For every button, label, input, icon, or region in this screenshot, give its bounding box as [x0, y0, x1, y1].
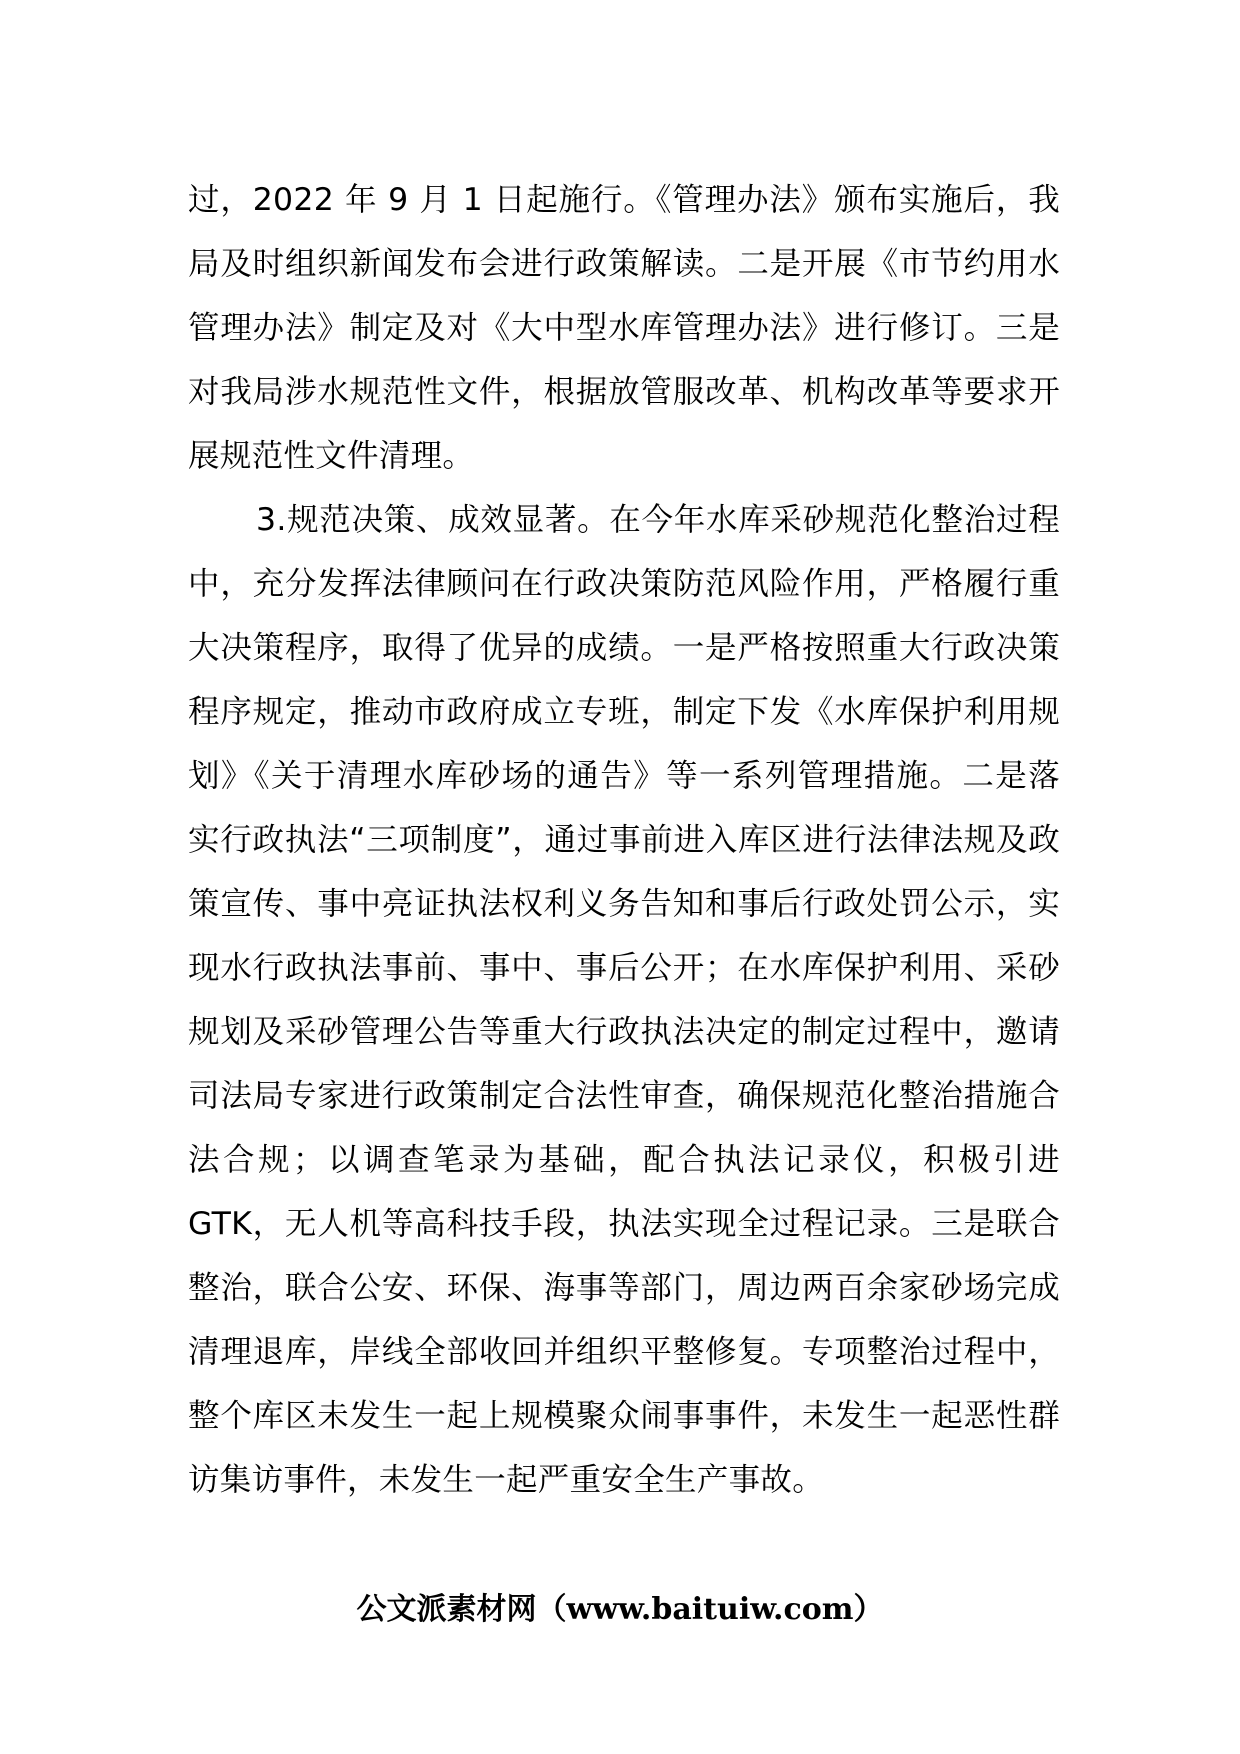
footer-watermark: 公文派素材网（www.baituiw.com）: [356, 1592, 884, 1627]
document-body: [188, 168, 1060, 1512]
paragraph-1: 过，2022 年 9 月 1 日起施行。《管理办法》颁布实施后，我局及时组织新闻发布会进行政策解读。二是开展《市节约用水管理办法》制定及对《大中型水库管理办法》进行修订。三是对我局涉水规范性文件，根据放管服改革、机构改革等要求开展规范性文件清理。: [188, 182, 1060, 474]
paragraph-2: 3.规范决策、成效显著。在今年水库采砂规范化整治过程中，充分发挥法律顾问在行政决策防范风险作用，严格履行重大决策程序，取得了优异的成绩。一是严格按照重大行政决策程序规定，推动市政府成立专班，制定下发《水库保护利用规划》《关于清理水库砂场的通告》等一系列管理措施。二是落实行政执法“三项制度”，通过事前进入库区进行法律法规及政策宣传、事中亮证执法权利义务告知和事后行政处罚公示，实现水行政执法事前、事中、事后公开；在水库保护利用、采砂规划及采砂管理公告等重大行政执法决定的制定过程中，邀请司法局专家进行政策制定合法性审查，确保规范化整治措施合法合规；以调查笔录为基础，配合执法记录仪，积极引进 GTK，无人机等高科技手段，执法实现全过程记录。三是联合整治，联合公安、环保、海事等部门，周边两百余家砂场完成清理退库，岸线全部收回并组织平整修复。专项整治过程中，整个库区未发生一起上规模聚众闹事事件，未发生一起恶性群访集访事件，未发生一起严重安全生产事故。: [188, 502, 1060, 1498]
